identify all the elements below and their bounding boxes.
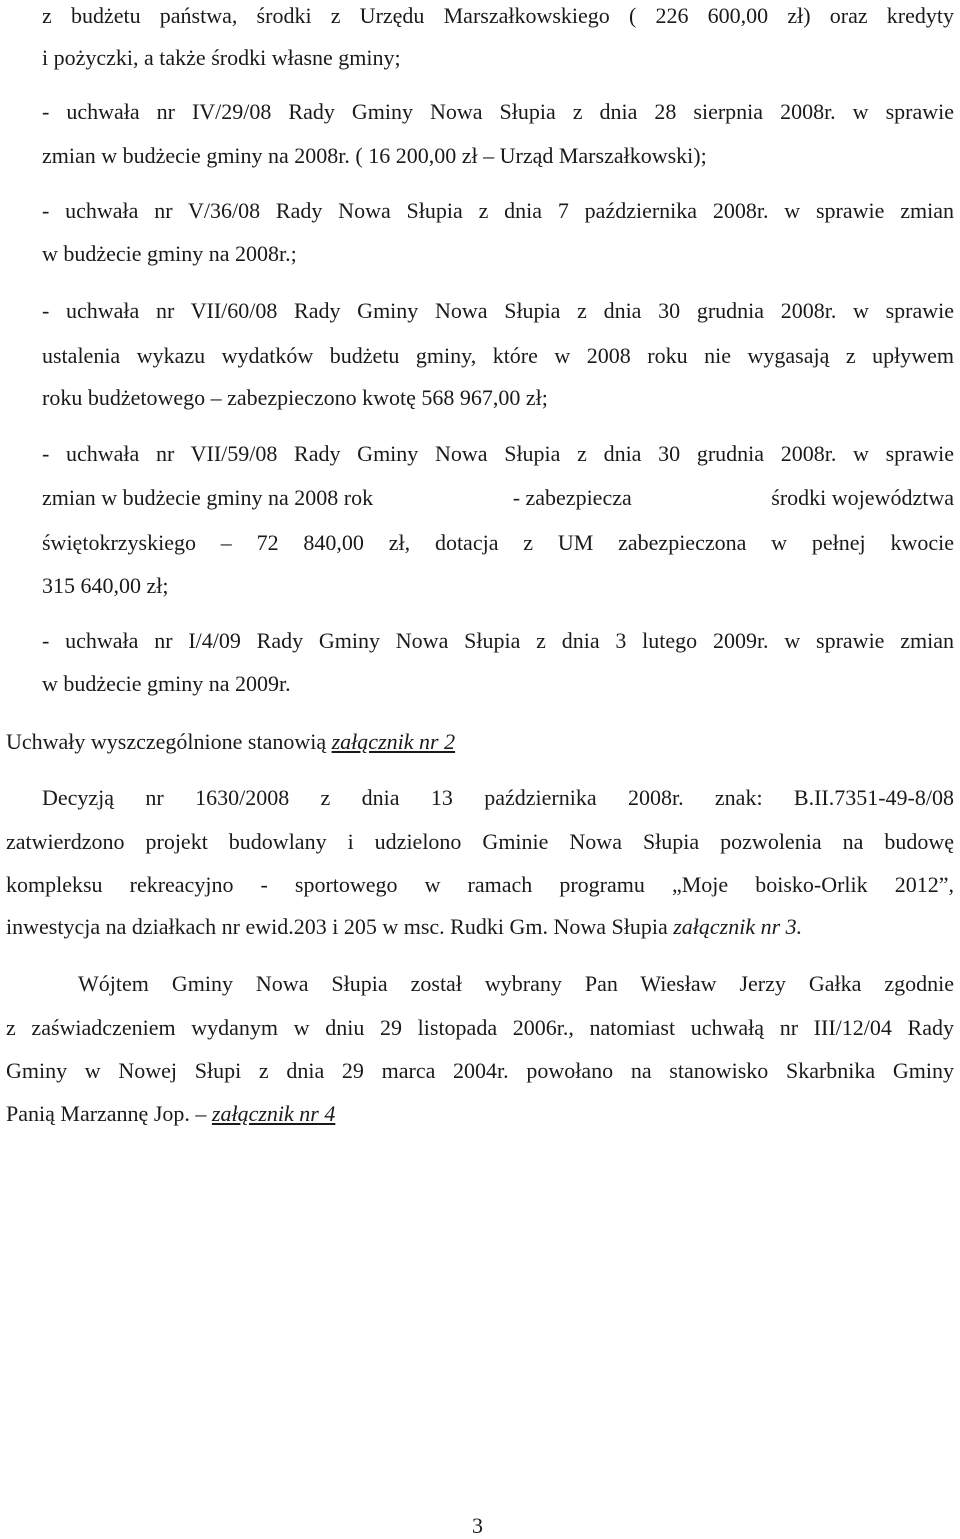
attachment-label: załącznik nr 3. xyxy=(673,914,803,939)
text-line: 315 640,00 zł; xyxy=(42,573,169,598)
text-segment: zmian w budżecie gminy na 2008 rok xyxy=(42,485,374,510)
text-segment: inwestycja na działkach nr ewid.203 i 205 w msc. Rudki Gm. Nowa Słupia xyxy=(6,914,674,939)
text-line: - uchwała nr IV/29/08 Rady Gminy Nowa Słupia z dnia 28 sierpnia 2008r. w sprawie xyxy=(42,99,954,124)
text-line: z zaświadczeniem wydanym w dniu 29 listopada 2006r., natomiast uchwałą nr III/12/04 Rady xyxy=(6,1015,954,1040)
text-line: Gminy w Nowej Słupi z dnia 29 marca 2004r. powołano na stanowisko Skarbnika Gminy xyxy=(6,1058,954,1083)
page-number: 3 xyxy=(472,1513,483,1538)
text-line: ustalenia wykazu wydatków budżetu gminy, które w 2008 roku nie wygasają z upływem xyxy=(42,343,954,368)
text-segment: środki województwa xyxy=(771,485,954,510)
text-segment: Uchwały wyszczególnione stanowią xyxy=(6,729,332,754)
text-segment: Panią Marzannę Jop. – xyxy=(6,1101,212,1126)
text-line: w budżecie gminy na 2008r.; xyxy=(42,241,297,266)
text-line xyxy=(6,1100,335,1127)
text-line: - uchwała nr V/36/08 Rady Nowa Słupia z dnia 7 października 2008r. w sprawie zmian xyxy=(42,198,954,223)
text-line xyxy=(6,913,802,940)
text-line: świętokrzyskiego – 72 840,00 zł, dotacja z UM zabezpieczona w pełnej kwocie xyxy=(42,530,954,555)
text-line: zmian w budżecie gminy na 2008r. ( 16 200,00 zł – Urząd Marszałkowski); xyxy=(42,143,707,168)
text-line: - uchwała nr I/4/09 Rady Gminy Nowa Słupia z dnia 3 lutego 2009r. w sprawie zmian xyxy=(42,628,954,653)
text-line: z budżetu państwa, środki z Urzędu Marszałkowskiego ( 226 600,00 zł) oraz kredyty xyxy=(42,3,954,28)
attachment-note xyxy=(6,728,455,755)
text-line: - uchwała nr VII/59/08 Rady Gminy Nowa Słupia z dnia 30 grudnia 2008r. w sprawie xyxy=(42,441,954,466)
text-segment: - zabezpiecza xyxy=(512,485,632,510)
text-line: Decyzją nr 1630/2008 z dnia 13 października 2008r. znak: B.II.7351-49-8/08 xyxy=(42,785,954,810)
text-line: zatwierdzono projekt budowlany i udzielono Gminie Nowa Słupia pozwolenia na budowę xyxy=(6,829,954,854)
text-line: Wójtem Gminy Nowa Słupia został wybrany Pan Wiesław Jerzy Gałka zgodnie xyxy=(78,971,954,996)
text-line: i pożyczki, a także środki własne gminy; xyxy=(42,45,401,70)
text-line: roku budżetowego – zabezpieczono kwotę 568 967,00 zł; xyxy=(42,385,548,410)
text-line: - uchwała nr VII/60/08 Rady Gminy Nowa Słupia z dnia 30 grudnia 2008r. w sprawie xyxy=(42,298,954,323)
attachment-link[interactable]: załącznik nr 4 xyxy=(211,1101,336,1126)
text-line: kompleksu rekreacyjno - sportowego w ramach programu „Moje boisko-Orlik 2012”, xyxy=(6,872,954,897)
text-line: w budżecie gminy na 2009r. xyxy=(42,671,291,696)
attachment-link[interactable]: załącznik nr 2 xyxy=(331,729,456,754)
justified-line xyxy=(42,484,954,511)
